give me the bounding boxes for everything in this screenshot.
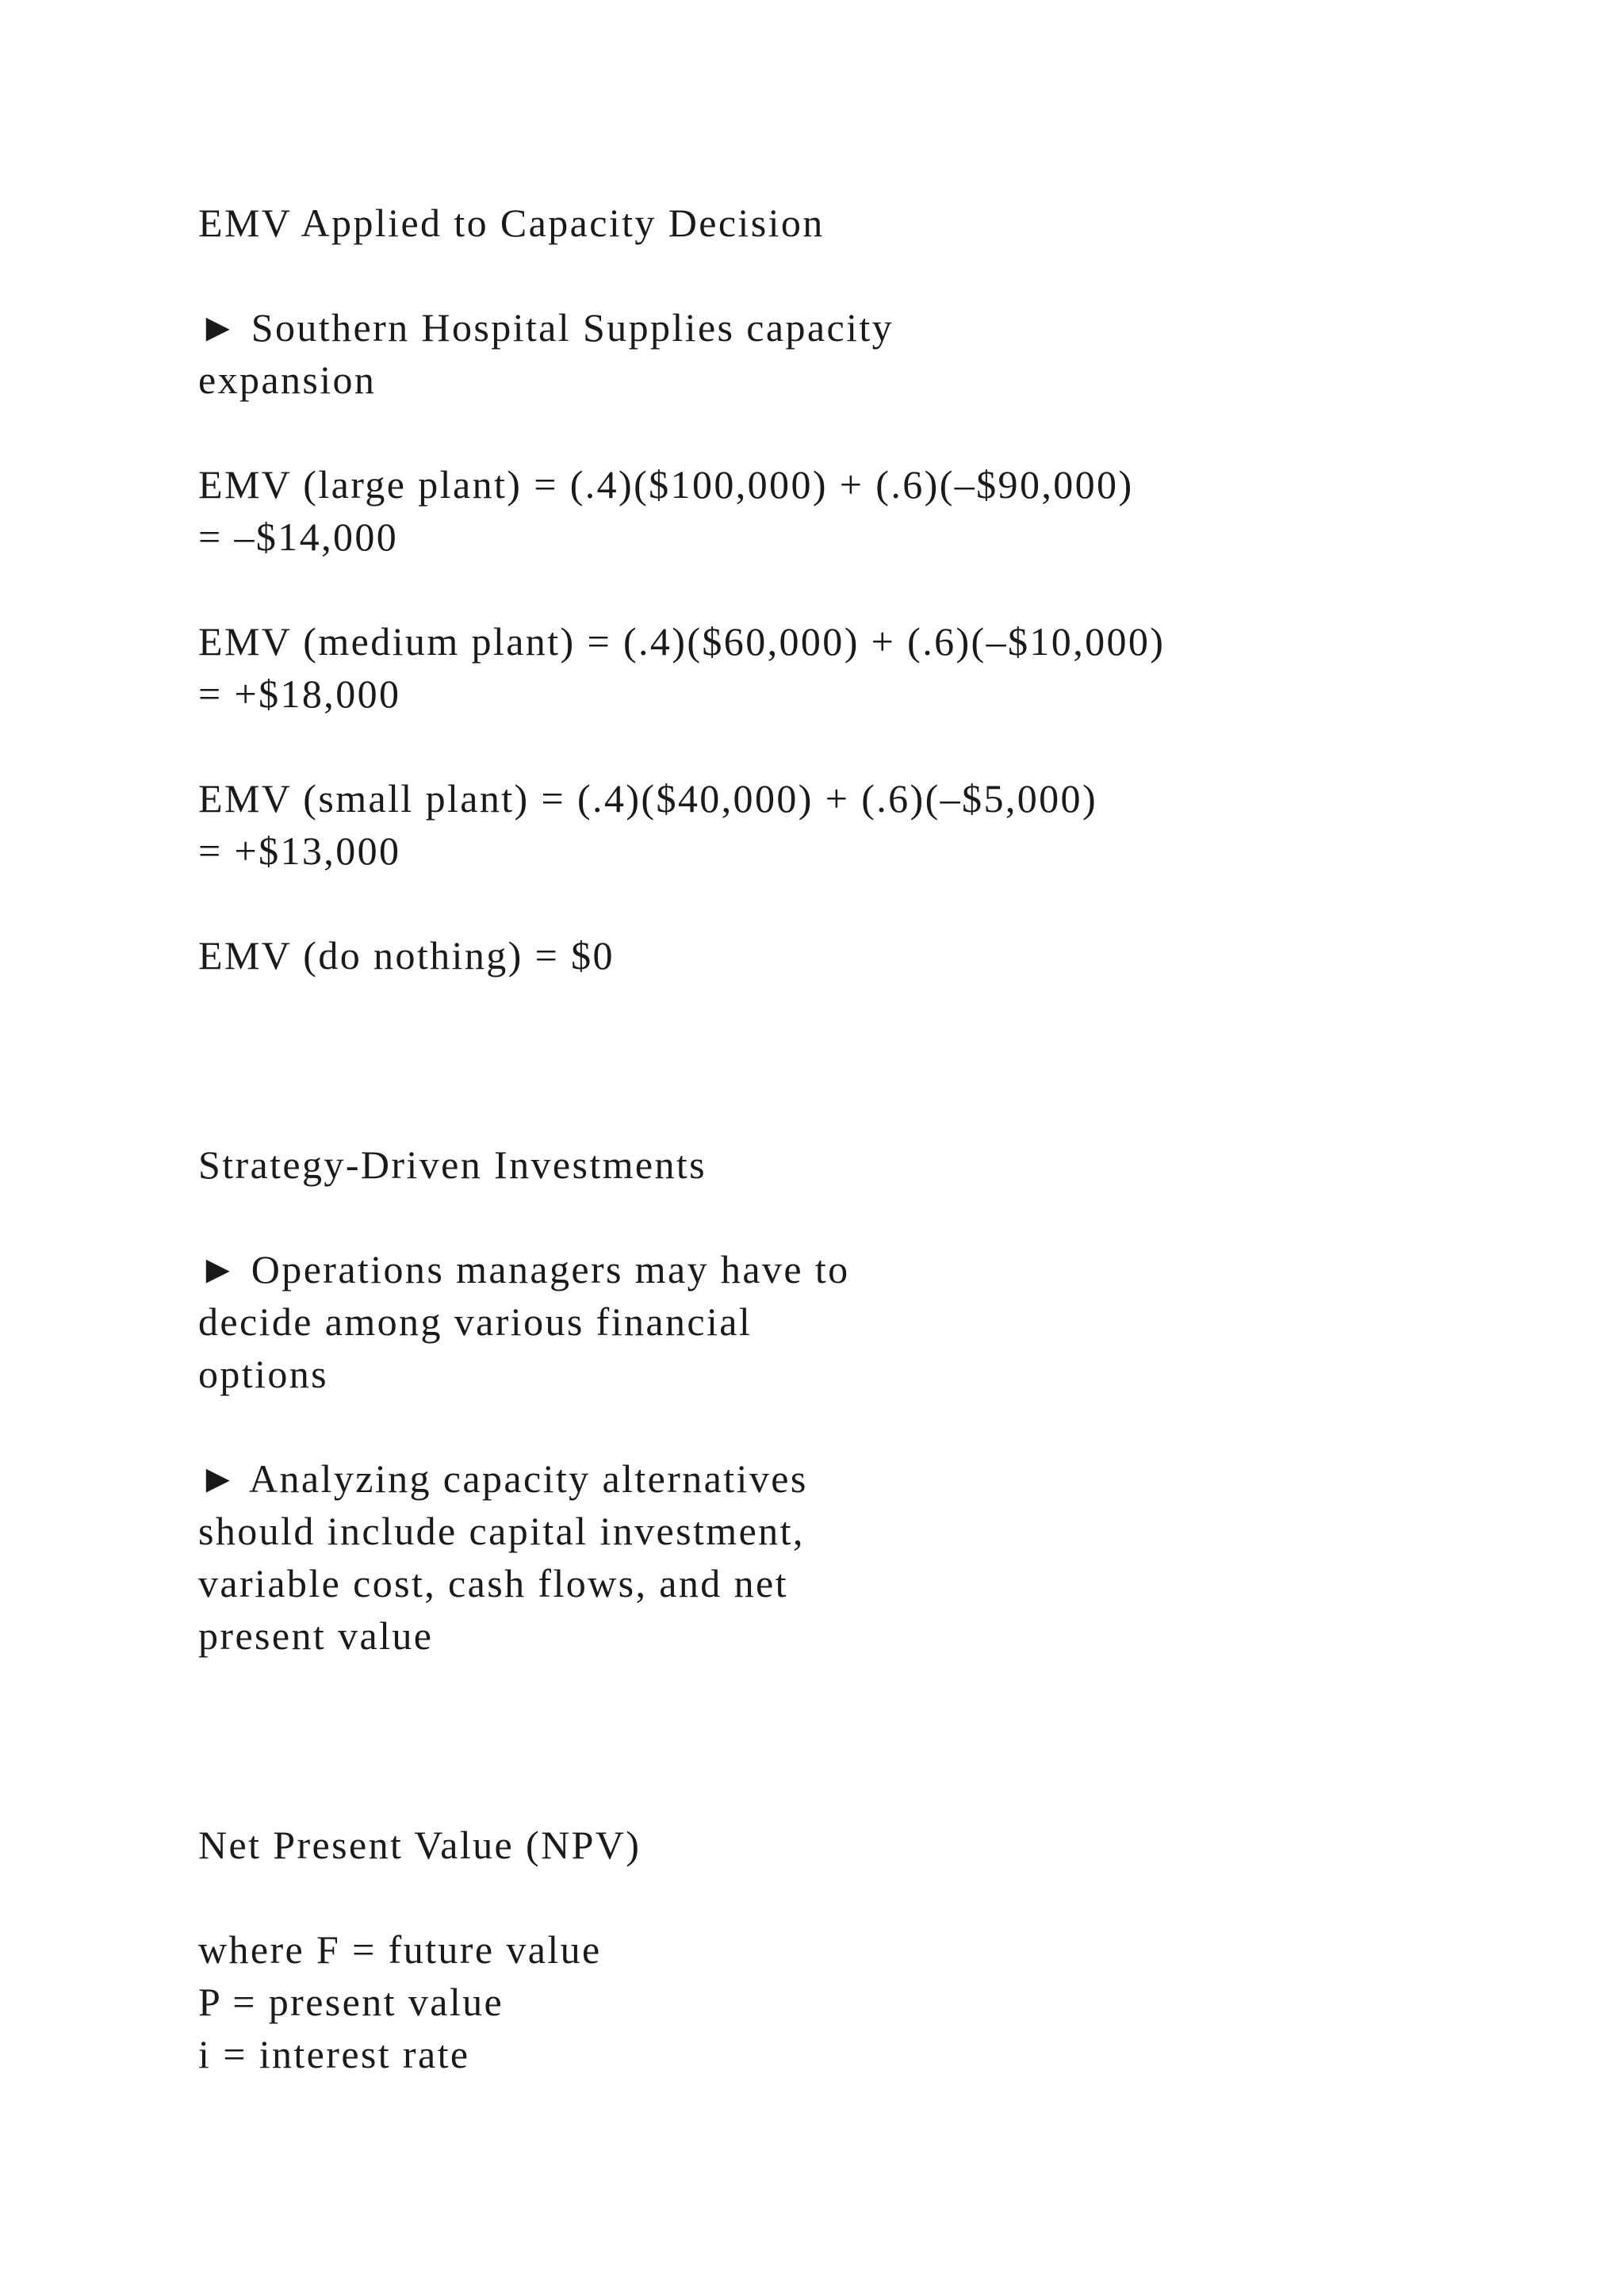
bullet-operations-managers-line-1: ► Operations managers may have to xyxy=(198,1247,850,1292)
section-heading-strategy-investments: Strategy-Driven Investments xyxy=(198,1142,707,1187)
emv-small-plant-line-2: = +$13,000 xyxy=(198,828,401,873)
bullet-operations-managers-line-3: options xyxy=(198,1352,329,1396)
emv-medium-plant-line-2: = +$18,000 xyxy=(198,672,401,716)
npv-definition-interest-rate: i = interest rate xyxy=(198,2032,470,2076)
emv-small-plant-line-1: EMV (small plant) = (.4)($40,000) + (.6)(–$5,000) xyxy=(198,776,1098,821)
bullet-southern-hospital-line-1: ► Southern Hospital Supplies capacity xyxy=(198,305,894,350)
npv-definition-future-value: where F = future value xyxy=(198,1927,602,1972)
bullet-analyzing-capacity-line-1: ► Analyzing capacity alternatives xyxy=(198,1456,808,1501)
bullet-operations-managers-line-2: decide among various financial xyxy=(198,1299,753,1344)
npv-definition-present-value: P = present value xyxy=(198,1980,504,2024)
bullet-analyzing-capacity-line-2: should include capital investment, xyxy=(198,1509,805,1553)
section-heading-npv: Net Present Value (NPV) xyxy=(198,1823,642,1867)
bullet-analyzing-capacity-line-3: variable cost, cash flows, and net xyxy=(198,1561,788,1605)
section-heading-emv-capacity: EMV Applied to Capacity Decision xyxy=(198,201,825,245)
emv-do-nothing: EMV (do nothing) = $0 xyxy=(198,933,615,978)
bullet-southern-hospital-line-2: expansion xyxy=(198,358,377,402)
emv-medium-plant-line-1: EMV (medium plant) = (.4)($60,000) + (.6)(–$10,000) xyxy=(198,619,1166,664)
emv-large-plant-line-1: EMV (large plant) = (.4)($100,000) + (.6)(–$90,000) xyxy=(198,462,1134,507)
bullet-analyzing-capacity-line-4: present value xyxy=(198,1613,434,1658)
emv-large-plant-line-2: = –$14,000 xyxy=(198,515,399,559)
